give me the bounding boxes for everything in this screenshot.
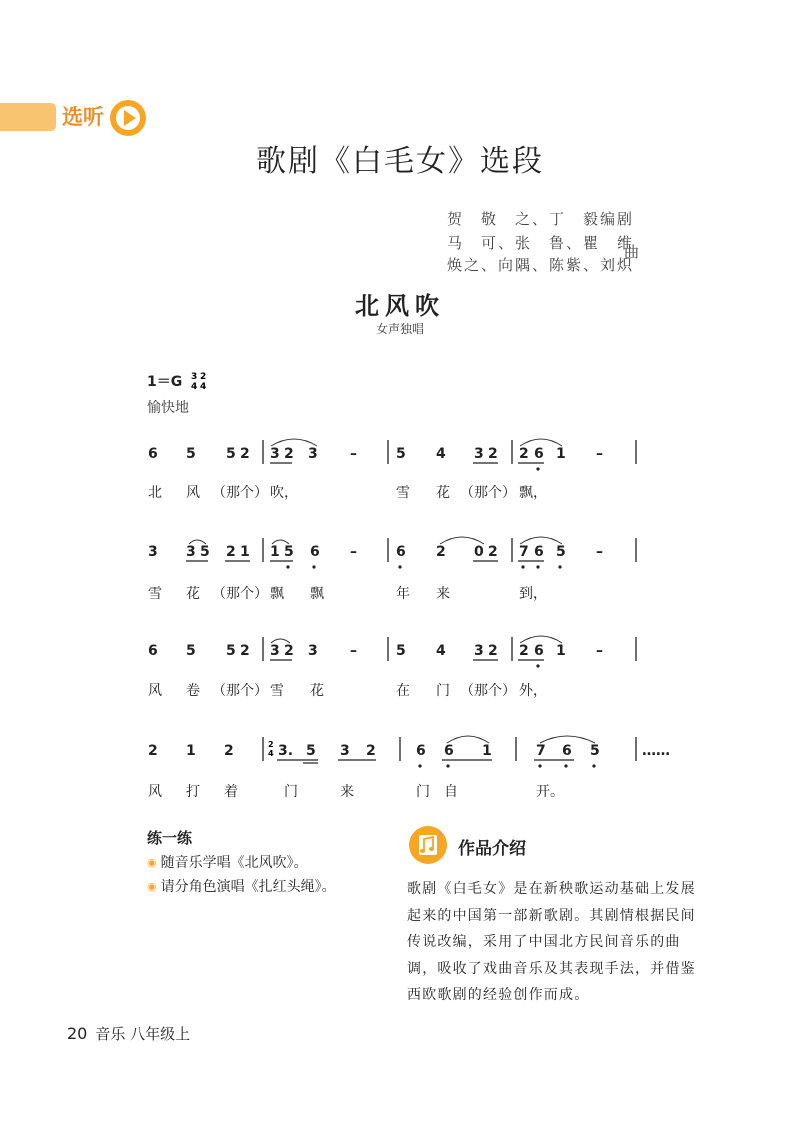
svg-text:着: 着 [224,784,238,800]
svg-text:–: – [350,544,357,560]
svg-text:2: 2 [148,743,158,759]
score-line-1 [148,439,636,501]
svg-text:1: 1 [270,544,280,560]
svg-text:门: 门 [436,683,450,699]
svg-text:外，: 外， [519,683,547,699]
svg-text:7: 7 [536,743,546,759]
score-line-3 [148,636,636,699]
svg-text:6: 6 [396,544,406,560]
score-line-4 [148,736,670,800]
lyric: 北 [148,485,162,501]
svg-text:1: 1 [556,643,566,659]
key-text: 1＝G [147,374,183,390]
svg-text:2: 2 [366,743,376,759]
svg-text:（那个）: （那个） [460,485,516,501]
svg-text:2: 2 [488,643,498,659]
tempo-marking: 愉快地 [147,400,189,416]
svg-text:花: 花 [310,683,324,699]
svg-text:6: 6 [310,544,320,560]
music-note-icon [408,825,448,865]
page-number: 20 [67,1024,88,1043]
score-line-2 [148,537,636,602]
svg-text:风: 风 [148,683,162,699]
svg-text:3: 3 [474,446,484,462]
svg-text:1: 1 [186,743,196,759]
svg-text:雪: 雪 [396,485,410,501]
svg-text:5: 5 [226,446,236,462]
svg-text:2: 2 [226,544,236,560]
song-title: 北风吹 [355,292,445,320]
svg-text:2: 2 [488,446,498,462]
svg-text:3: 3 [191,372,198,382]
practice-item-2 [147,876,336,896]
svg-text:吹，: 吹， [270,485,298,501]
svg-text:0: 0 [474,544,484,560]
svg-text:（那个）: （那个） [212,485,268,501]
svg-text:3: 3 [308,643,318,659]
svg-text:3: 3 [270,643,280,659]
svg-text:来: 来 [436,586,450,602]
svg-text:自: 自 [444,784,458,800]
svg-text:5: 5 [186,446,196,462]
practice-item-text: 请分角色演唱《扎红头绳》。 [160,879,336,895]
svg-text:5: 5 [186,643,196,659]
svg-text:2: 2 [200,372,207,382]
svg-text:1: 1 [240,544,250,560]
svg-text:7: 7 [519,544,529,560]
page-footer [67,1023,190,1044]
svg-text:–: – [596,643,603,659]
introduction-body: 歌剧《白毛女》是在新秧歌运动基础上发展起来的中国第一部新歌剧。其剧情根据民间传说改编，采用了中国北方民间音乐的曲调，吸收了戏曲音乐及其表现手法，并借鉴西欧歌剧的经验创作而成。 [407,881,696,1003]
credit-composers-suffix: 曲 [624,243,642,261]
svg-text:6: 6 [416,743,426,759]
practice-item-text: 随音乐学唱《北风吹》。 [160,855,308,871]
svg-text:年: 年 [396,586,410,602]
svg-text:5: 5 [556,544,566,560]
page-title: 歌剧《白毛女》选段 [256,144,544,179]
song-subtitle: 女声独唱 [375,322,424,336]
svg-text:3: 3 [270,446,280,462]
svg-text:风: 风 [186,485,200,501]
svg-text:6: 6 [562,743,572,759]
svg-text:飘: 飘 [270,586,284,602]
practice-item-1 [147,852,308,872]
svg-text:4: 4 [200,382,207,392]
svg-text:5: 5 [306,743,316,759]
svg-text:2: 2 [284,643,294,659]
svg-text:雪: 雪 [148,586,162,602]
svg-text:到，: 到， [519,586,547,602]
svg-text:（那个）: （那个） [212,586,268,602]
svg-text:6: 6 [148,643,158,659]
credit-writers: 贺 敬 之、丁 毅编剧 [447,210,635,228]
svg-text:–: – [350,446,357,462]
svg-text:6: 6 [534,544,544,560]
svg-text:3.: 3. [278,743,294,759]
svg-text:……: …… [642,743,670,759]
credit-composers-1: 马 可、张 鲁、瞿 维 [447,234,635,252]
svg-text:–: – [596,544,603,560]
svg-text:1: 1 [556,446,566,462]
svg-text:6: 6 [444,743,454,759]
introduction-heading: 作品介绍 [458,839,526,859]
svg-text:4: 4 [436,446,446,462]
svg-text:打: 打 [186,784,200,800]
svg-text:2: 2 [436,544,446,560]
svg-text:（那个）: （那个） [212,683,268,699]
svg-text:–: – [596,446,603,462]
bullet-icon: ◉ [147,856,157,869]
svg-text:1: 1 [482,743,492,759]
svg-text:花: 花 [186,586,200,602]
svg-text:5: 5 [226,643,236,659]
svg-text:2: 2 [284,446,294,462]
svg-text:5: 5 [200,544,210,560]
svg-text:（那个）: （那个） [460,683,516,699]
svg-text:门: 门 [416,784,430,800]
svg-text:2: 2 [519,446,529,462]
book-title: 音乐 八年级上 [95,1025,191,1043]
svg-text:–: – [350,643,357,659]
svg-text:6: 6 [148,446,158,462]
svg-text:2: 2 [488,544,498,560]
svg-text:3: 3 [308,446,318,462]
svg-text:3: 3 [340,743,350,759]
svg-text:6: 6 [534,446,544,462]
svg-text:5: 5 [284,544,294,560]
svg-text:4: 4 [191,382,198,392]
svg-text:花: 花 [436,485,450,501]
svg-text:风: 风 [148,784,162,800]
svg-text:门: 门 [284,784,298,800]
svg-text:开。: 开。 [536,784,564,800]
credit-composers-2: 焕之、向隅、陈紫、刘炽 [447,256,635,274]
svg-text:2: 2 [240,446,250,462]
listen-label: 选听 [62,105,104,129]
svg-text:雪: 雪 [270,683,284,699]
svg-text:来: 来 [340,784,354,800]
svg-text:飘: 飘 [310,586,324,602]
svg-text:5: 5 [590,743,600,759]
svg-text:在: 在 [396,683,410,699]
svg-text:5: 5 [396,643,406,659]
svg-text:3: 3 [186,544,196,560]
practice-heading: 练一练 [147,829,193,847]
svg-text:2: 2 [224,743,234,759]
svg-text:4: 4 [268,749,274,758]
svg-text:6: 6 [534,643,544,659]
svg-text:飘，: 飘， [519,485,547,501]
svg-text:4: 4 [436,643,446,659]
svg-text:3: 3 [474,643,484,659]
svg-text:5: 5 [396,446,406,462]
svg-text:2: 2 [240,643,250,659]
svg-text:2: 2 [268,740,274,749]
bullet-icon: ◉ [147,880,157,893]
svg-text:3: 3 [148,544,158,560]
svg-text:2: 2 [519,643,529,659]
svg-text:卷: 卷 [186,683,200,699]
